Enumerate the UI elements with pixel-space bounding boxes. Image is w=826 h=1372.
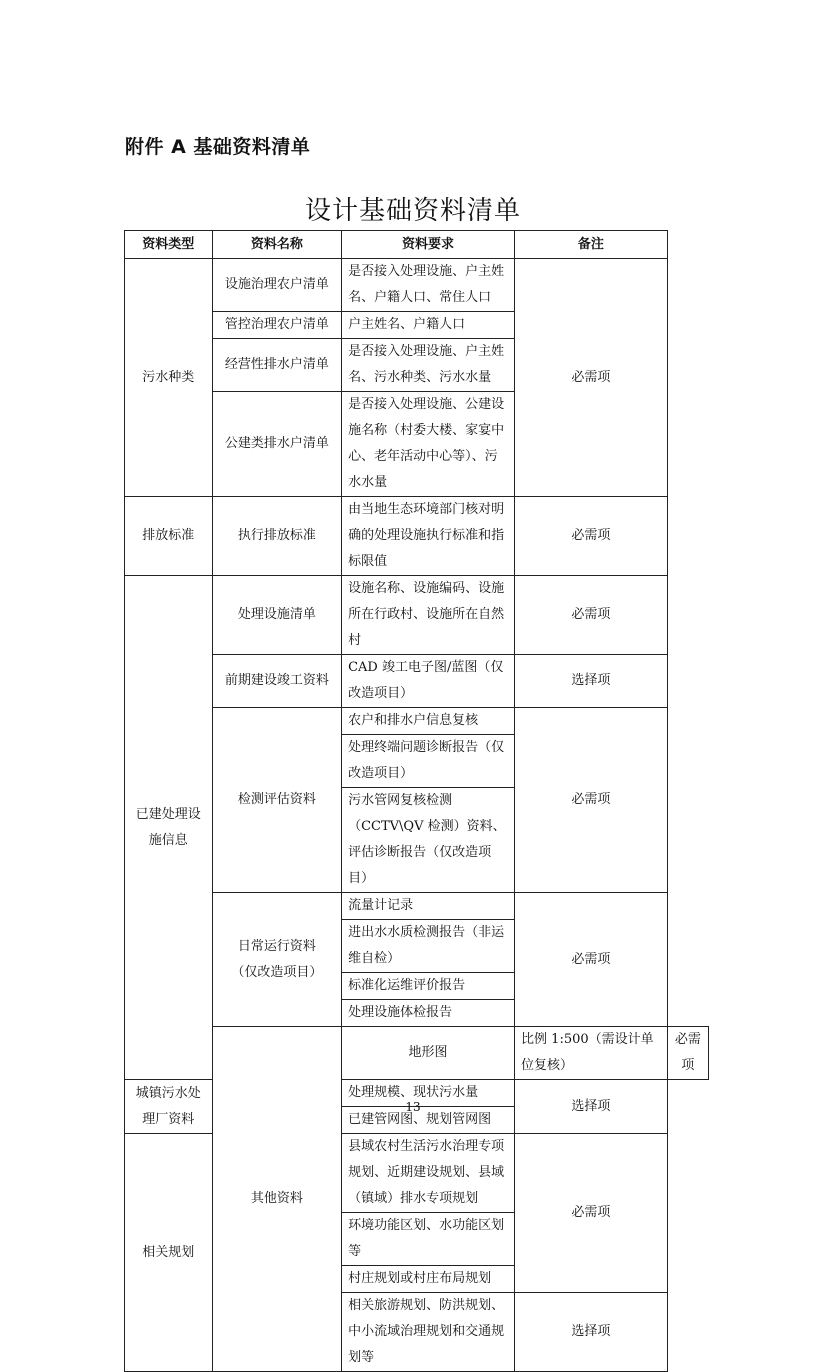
table-row: [125, 259, 709, 312]
requirement-cell: 是否接入处理设施、户主姓名、污水种类、污水水量: [342, 339, 515, 392]
table-row: [125, 655, 709, 708]
note-cell: 必需项: [515, 259, 668, 497]
note-cell: 选择项: [515, 1080, 668, 1134]
requirement-cell: 已建管网图、规划管网图: [342, 1107, 515, 1134]
table-row: [125, 893, 709, 920]
type-cell: 排放标准: [125, 497, 213, 576]
requirement-cell: 处理终端问题诊断报告（仅改造项目）: [342, 735, 515, 788]
requirement-cell: 县域农村生活污水治理专项规划、近期建设规划、县域（镇域）排水专项规划: [342, 1134, 515, 1213]
name-cell: 检测评估资料: [212, 708, 341, 893]
table-row: [125, 497, 709, 576]
requirement-cell: 设施名称、设施编码、设施所在行政村、设施所在自然村: [342, 576, 515, 655]
header-notes: 备注: [515, 231, 668, 259]
note-cell: 必需项: [515, 708, 668, 893]
requirement-cell: 由当地生态环境部门核对明确的处理设施执行标准和指标限值: [342, 497, 515, 576]
requirement-cell: 环境功能区划、水功能区划等: [342, 1213, 515, 1266]
header-name: 资料名称: [212, 231, 341, 259]
type-cell: 其他资料: [212, 1027, 341, 1372]
requirement-cell: 是否接入处理设施、户主姓名、户籍人口、常住人口: [342, 259, 515, 312]
name-cell: [212, 893, 341, 1027]
type-cell: 已建处理设施信息: [125, 576, 213, 1080]
note-cell: 选择项: [515, 1293, 668, 1372]
name-cell: 城镇污水处理厂资料: [125, 1080, 213, 1134]
note-cell: 选择项: [515, 655, 668, 708]
table-header-row: [125, 231, 709, 259]
name-cell: 执行排放标准: [212, 497, 341, 576]
note-cell: 必需项: [515, 1134, 668, 1293]
name-cell: 前期建设竣工资料: [212, 655, 341, 708]
requirement-cell: 农户和排水户信息复核: [342, 708, 515, 735]
page-number: 13: [405, 1100, 421, 1114]
appendix-heading: 附件 A 基础资料清单: [125, 136, 311, 158]
name-cell: 相关规划: [125, 1134, 213, 1372]
name-cell: 设施治理农户清单: [212, 259, 341, 312]
table-row: [125, 576, 709, 655]
requirement-cell: 标准化运维评价报告: [342, 973, 515, 1000]
requirement-cell: 流量计记录: [342, 893, 515, 920]
requirement-cell: 处理规模、现状污水量: [342, 1080, 515, 1107]
requirement-cell: 污水管网复核检测（CCTV\QV 检测）资料、评估诊断报告（仅改造项目）: [342, 788, 515, 893]
note-cell: 必需项: [667, 1027, 708, 1080]
requirement-cell: CAD 竣工电子图/蓝图（仅改造项目）: [342, 655, 515, 708]
name-cell: 处理设施清单: [212, 576, 341, 655]
table-title: 设计基础资料清单: [304, 196, 521, 226]
requirement-cell: 村庄规划或村庄布局规划: [342, 1266, 515, 1293]
note-cell: 必需项: [515, 576, 668, 655]
requirement-cell: 相关旅游规划、防洪规划、中小流域治理规划和交通规划等: [342, 1293, 515, 1372]
header-requirements: 资料要求: [342, 231, 515, 259]
header-type: 资料类型: [125, 231, 213, 259]
requirement-cell: 是否接入处理设施、公建设施名称（村委大楼、家宴中心、老年活动中心等）、污水水量: [342, 392, 515, 497]
requirement-cell: 进出水水质检测报告（非运维自检）: [342, 920, 515, 973]
table-row: [125, 1027, 709, 1080]
materials-table: [124, 230, 709, 1372]
name-cell: 地形图: [342, 1027, 515, 1080]
note-cell: 必需项: [515, 497, 668, 576]
note-cell: 必需项: [515, 893, 668, 1027]
table-row: [125, 1134, 709, 1213]
table-row: [125, 708, 709, 735]
name-cell: 经营性排水户清单: [212, 339, 341, 392]
name-line: 日常运行资料（仅改造项目）: [231, 938, 323, 980]
name-cell: 公建类排水户清单: [212, 392, 341, 497]
requirement-cell: 户主姓名、户籍人口: [342, 312, 515, 339]
requirement-cell: 处理设施体检报告: [342, 1000, 515, 1027]
requirement-cell: 比例 1:500（需设计单位复核）: [515, 1027, 668, 1080]
type-cell: 污水种类: [125, 259, 213, 497]
name-cell: 管控治理农户清单: [212, 312, 341, 339]
